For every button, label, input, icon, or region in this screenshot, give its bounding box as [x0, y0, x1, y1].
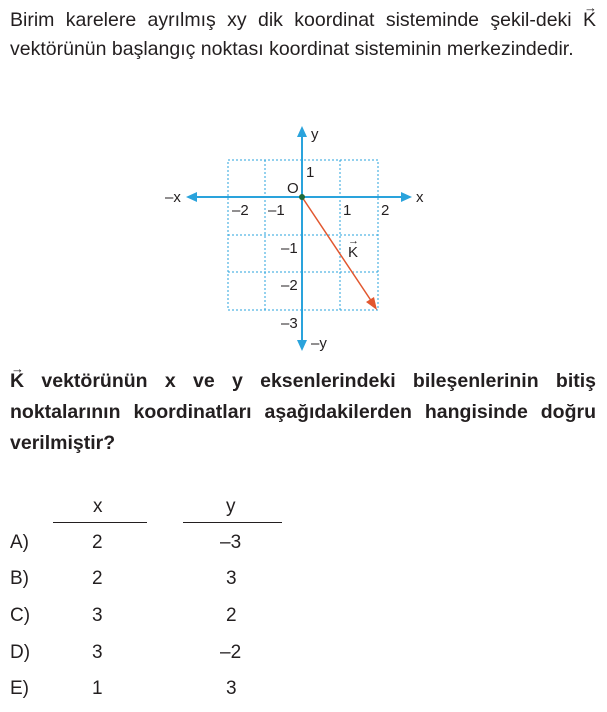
svg-text:y: y [311, 126, 319, 143]
svg-text:1: 1 [306, 164, 315, 181]
neg-x-arrow-icon [186, 192, 197, 202]
origin-point [299, 194, 305, 200]
svg-text:→: → [348, 235, 359, 247]
svg-text:–3: –3 [281, 315, 298, 332]
option-d[interactable]: D) 3 –2 [10, 642, 242, 663]
divider-y [183, 522, 282, 523]
neg-y-arrow-icon [297, 340, 307, 351]
svg-text:–2: –2 [281, 277, 298, 294]
vector-k-symbol: → K [583, 6, 596, 35]
option-c[interactable]: C) 3 2 [10, 605, 237, 626]
svg-text:2: 2 [381, 202, 390, 219]
option-e[interactable]: E) 1 3 [10, 678, 237, 699]
svg-text:1: 1 [343, 202, 352, 219]
header-x: x [93, 496, 103, 517]
svg-text:–y: –y [311, 335, 327, 352]
svg-text:–1: –1 [281, 240, 298, 257]
svg-text:–2: –2 [232, 202, 249, 219]
option-a[interactable]: A) 2 –3 [10, 532, 242, 553]
header-y: y [226, 496, 236, 517]
intro-text: Birim karelere ayrılmış xy dik koordinat sisteminde şekil-deki → K vektörünün başlangıç noktası koordinat sisteminin merkezindedir. [10, 6, 596, 64]
svg-text:x: x [416, 189, 424, 206]
vector-k [302, 197, 372, 302]
option-b[interactable]: B) 2 3 [10, 568, 237, 589]
vector-label: K [348, 244, 359, 261]
divider-x [53, 522, 147, 523]
question-text: → K vektörünün x ve y eksenlerindeki bileşenlerinin bitiş noktalarının koordinatları aşağıdakilerden hangisinde doğru verilmiştir? [10, 366, 596, 459]
x-arrow-icon [401, 192, 412, 202]
svg-text:–1: –1 [268, 202, 285, 219]
axes [192, 132, 405, 345]
y-arrow-icon [297, 126, 307, 137]
svg-text:O: O [287, 180, 299, 197]
vector-arrowhead-icon [366, 297, 377, 310]
svg-text:–x: –x [165, 189, 181, 206]
